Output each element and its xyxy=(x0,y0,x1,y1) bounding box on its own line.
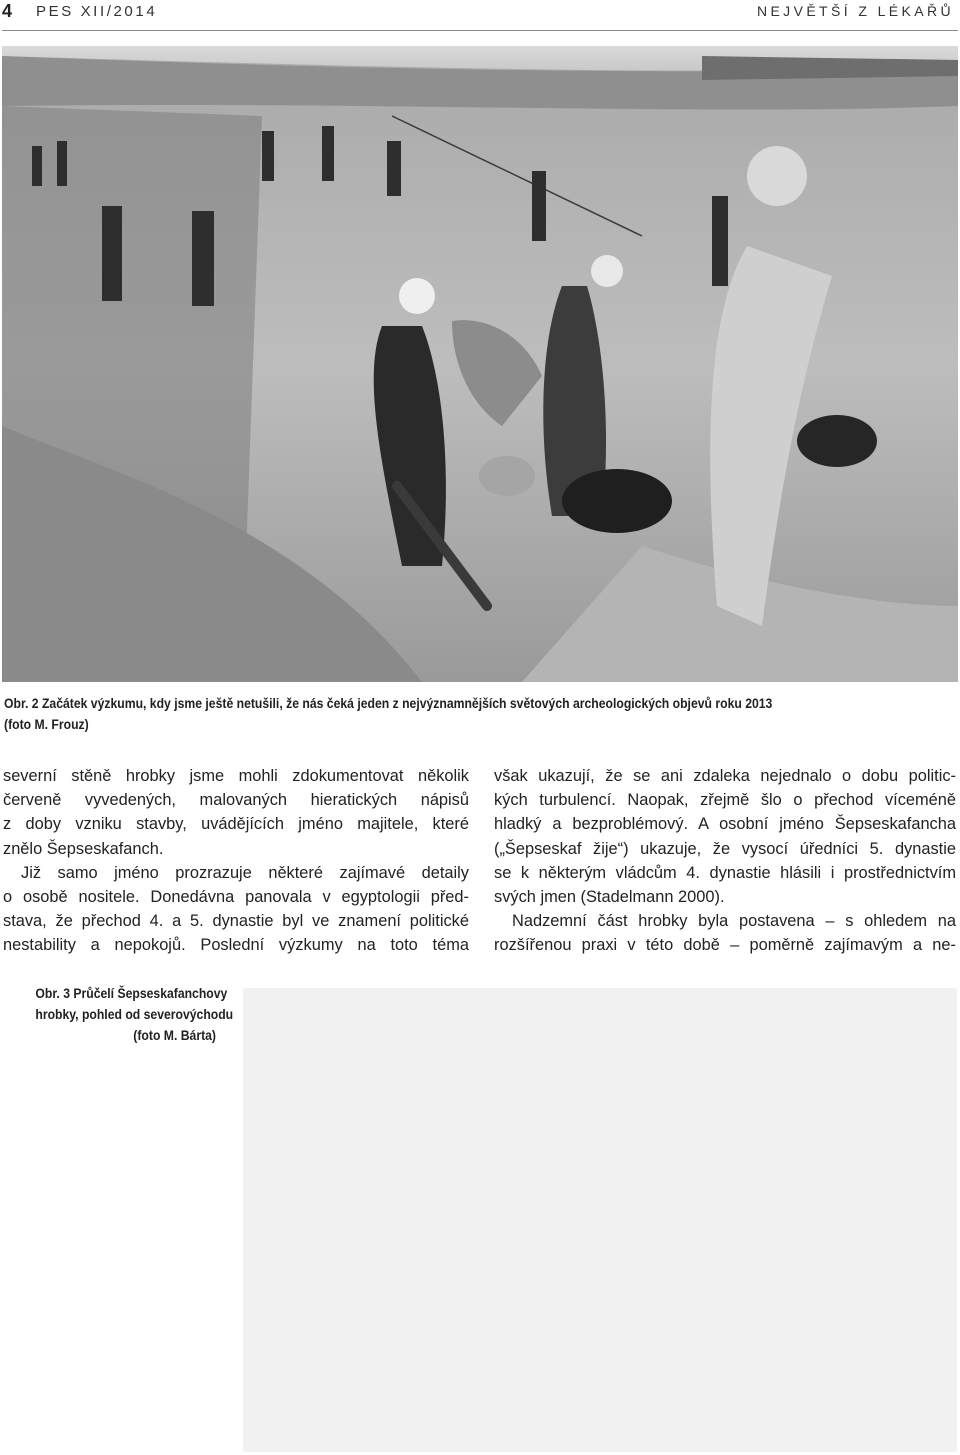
text-column-left xyxy=(3,764,469,958)
paragraph xyxy=(494,764,956,909)
paragraph xyxy=(494,909,956,957)
excavation-photo xyxy=(2,46,958,682)
paragraph xyxy=(3,861,469,958)
caption-line: Obr. 2 Začátek výzkumu, kdy jsme ještě netušili, že nás čeká jeden z nejvýznamnějších světových archeologických objevů roku 2013 xyxy=(4,696,773,712)
caption-line: hrobky, pohled od severovýchodu xyxy=(35,1007,234,1023)
page-number: 4 xyxy=(2,1,13,21)
section-title: NEJVĚTŠÍ Z LÉKAŘŮ xyxy=(756,3,954,19)
text-line: svých jmen (Stadelmann 2000). xyxy=(494,888,725,907)
text-line: („Šepseskaf žije“) ukazuje, že vysocí úředníci 5. dynastie xyxy=(494,839,956,858)
text-line: Již samo jméno prozrazuje některé zajímavé detaily xyxy=(21,863,469,882)
journal-issue: PES XII/2014 xyxy=(36,3,158,20)
caption-line: (foto M. Frouz) xyxy=(4,717,89,733)
paragraph xyxy=(3,764,469,861)
excavation-photo-drawing xyxy=(2,46,958,682)
text-line: se k některým vládcům 4. dynastie hlásili i prostřednictvím xyxy=(494,863,956,882)
text-line: však ukazují, že se ani zdaleka nejednalo o dobu politic- xyxy=(494,767,956,785)
text-line: červeně vyvedených, malovaných hieratických nápisů xyxy=(3,791,469,810)
text-line: kých turbulencí. Naopak, zřejmě šlo o přechod víceméně xyxy=(494,791,956,810)
text-line: z doby vzniku stavby, uvádějících jméno majitele, které xyxy=(3,815,469,834)
caption-line: (foto M. Bárta) xyxy=(133,1028,216,1044)
text-line: znělo Šepseskafanch. xyxy=(3,839,164,858)
text-line: rozšířenou praxi v této době – poměrně zajímavým a ne- xyxy=(494,936,956,955)
text-line: hladký a bezproblémový. A osobní jméno Šepseskafancha xyxy=(494,815,956,834)
text-line: nestability a nepokojů. Poslední výzkumy na toto téma xyxy=(3,936,469,955)
page-header xyxy=(0,0,960,26)
text-line: o osobě nositele. Donedávna panovala v egyptologii před- xyxy=(3,888,469,907)
text-line: Nadzemní část hrobky byla postavena – s ohledem na xyxy=(512,912,956,931)
figure-caption-3 xyxy=(35,984,234,1047)
text-line: severní stěně hrobky jsme mohli zdokumentovat několik xyxy=(3,767,469,785)
figure-caption-2 xyxy=(4,694,933,736)
header-rule xyxy=(2,30,958,31)
tomb-facade-photo xyxy=(243,988,957,1452)
caption-line: Obr. 3 Průčelí Šepseskafanchovy xyxy=(35,986,228,1002)
text-column-right xyxy=(494,764,956,958)
text-line: stava, že přechod 4. a 5. dynastie byl ve znamení politické xyxy=(3,912,469,931)
